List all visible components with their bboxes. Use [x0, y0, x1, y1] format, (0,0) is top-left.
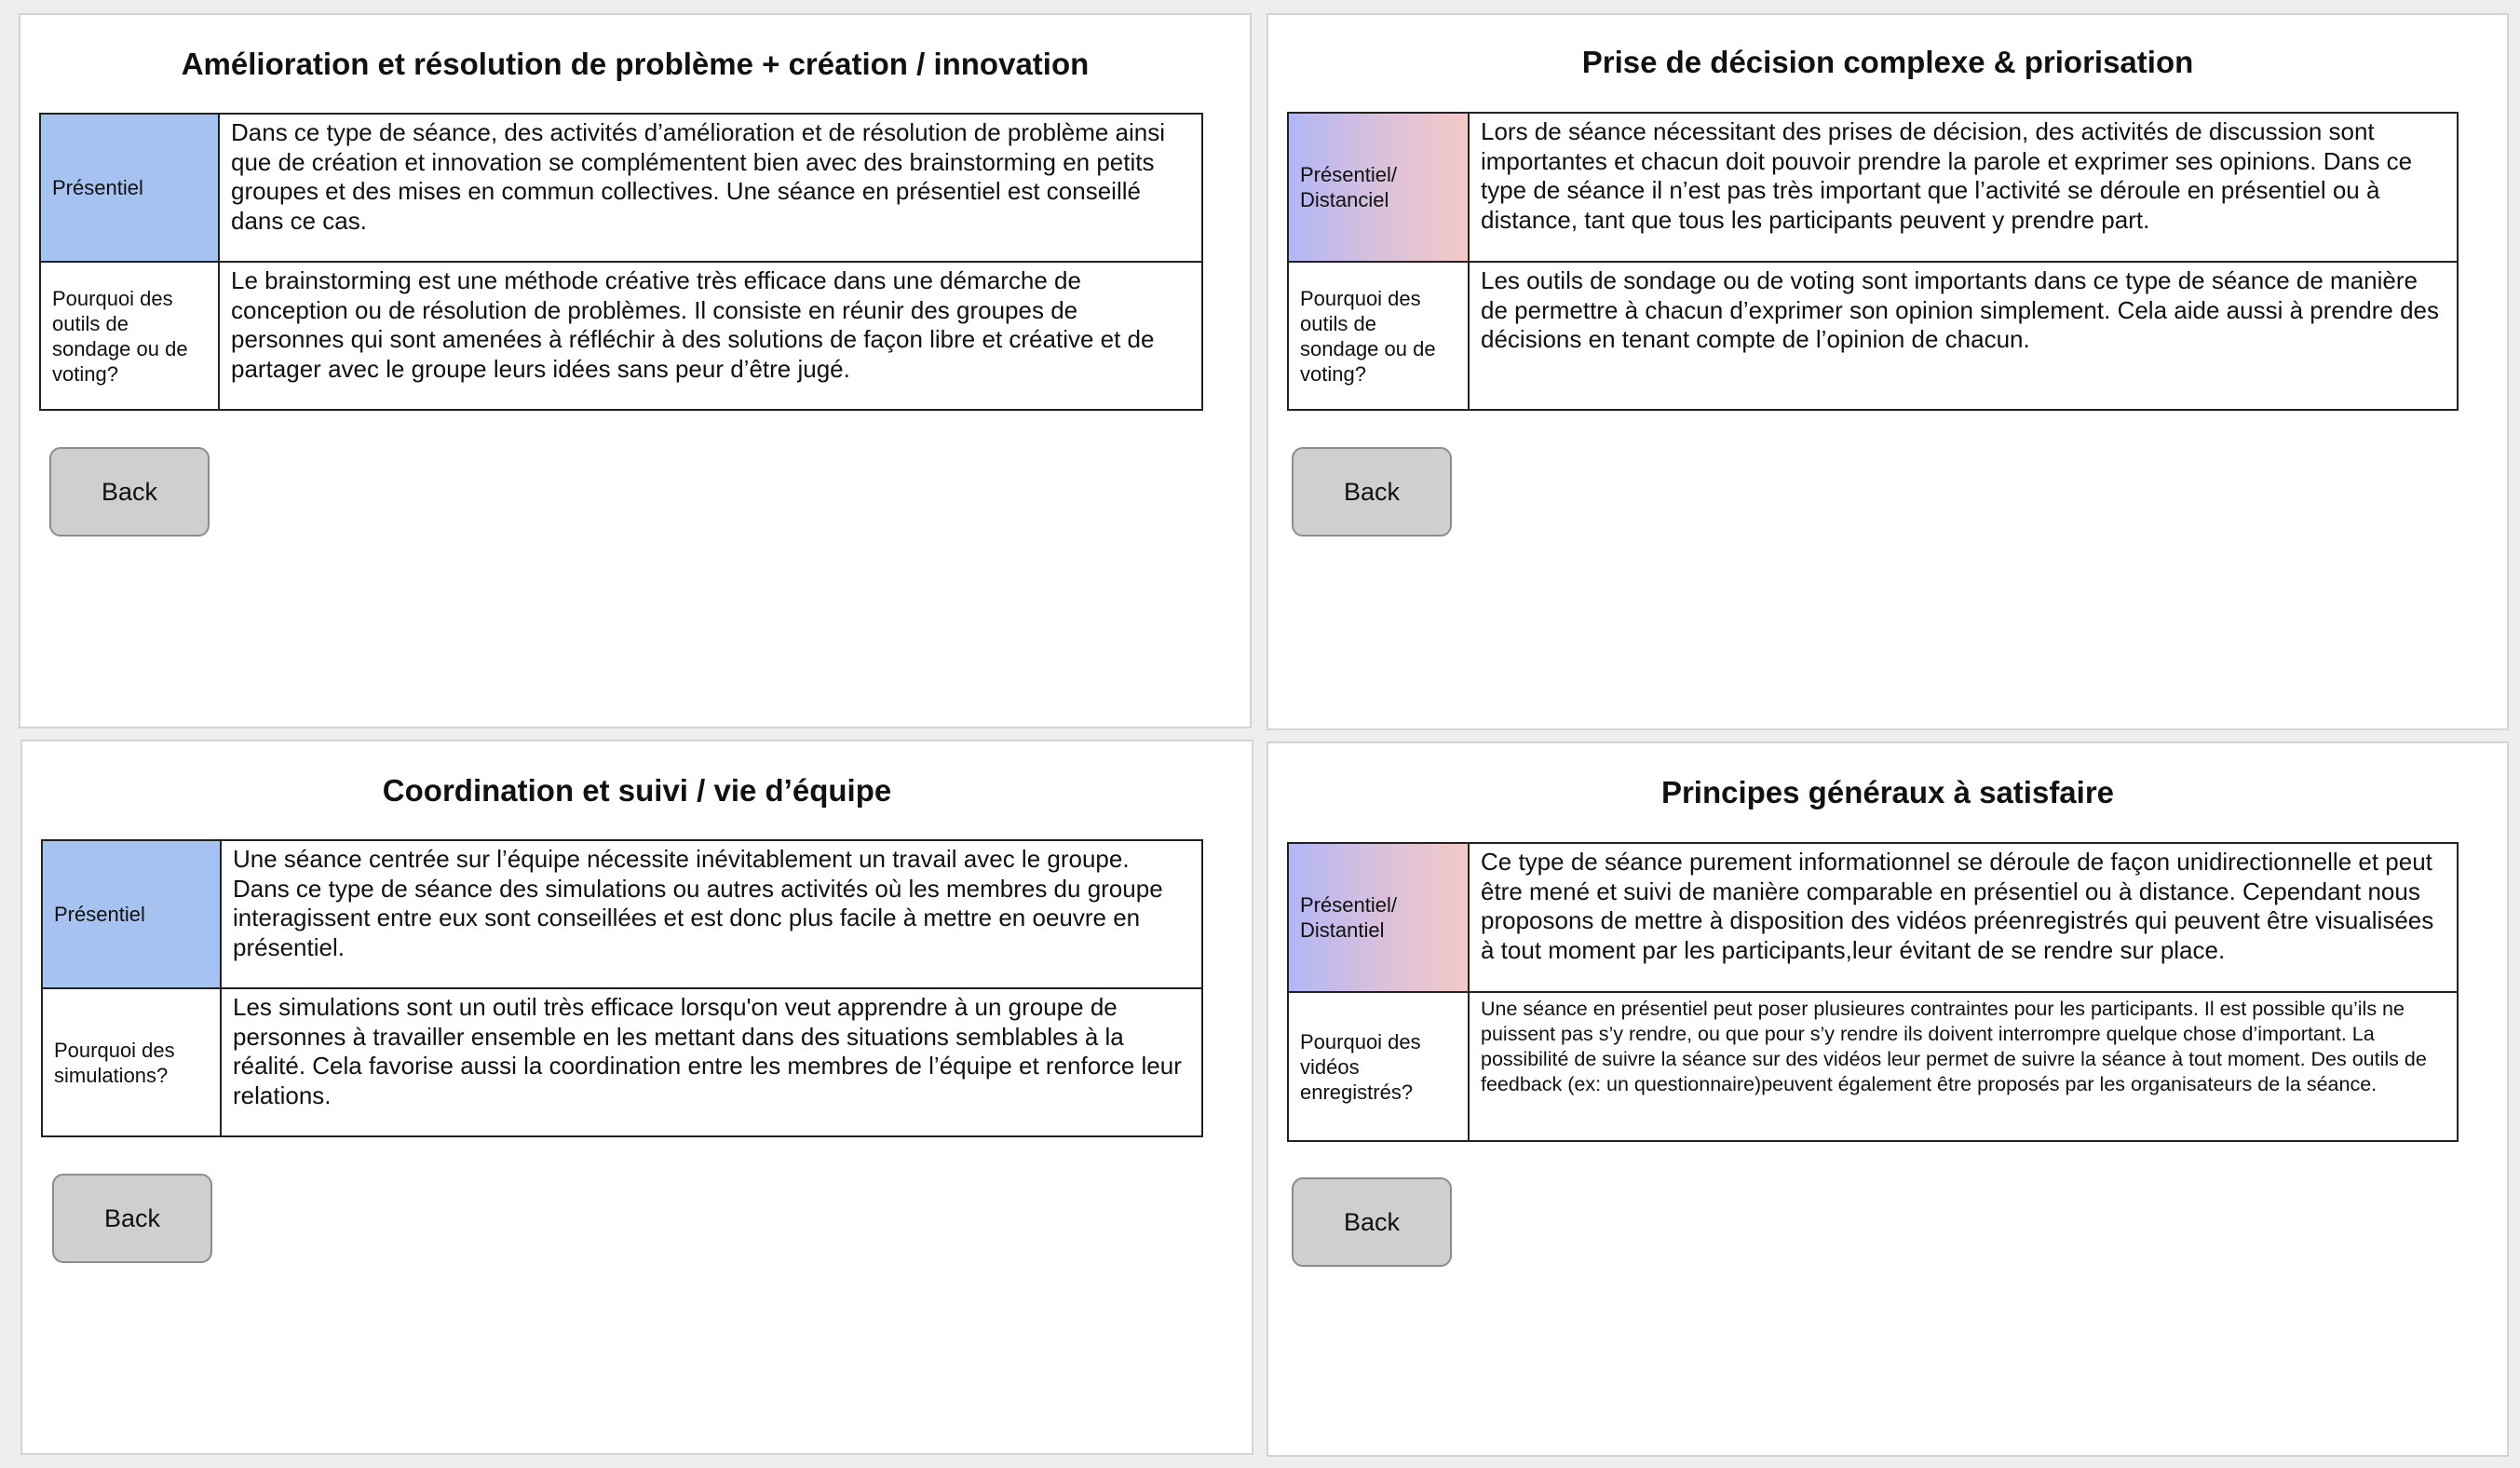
panel-title: Principes généraux à satisfaire	[1660, 775, 2115, 809]
table-row	[1288, 992, 2458, 1141]
info-table	[41, 839, 1203, 1137]
table-row	[40, 262, 1202, 410]
mode-text-cell: Lors de séance nécessitant des prises de décision, des activités de discussion sont importantes et chacun doit pouvoir prendre la parole et exprimer ses opinions. Dans ce type de séance il n’est pas très important que l’activité se déroule en présentiel ou à distance, tant que tous les participants peuvent y prendre part.	[1469, 113, 2458, 262]
info-table	[39, 113, 1203, 411]
table-row	[1288, 113, 2458, 262]
panel-amelioration	[19, 13, 1252, 728]
info-table	[1287, 112, 2459, 411]
back-button[interactable]: Back	[1292, 1177, 1452, 1267]
info-table	[1287, 842, 2459, 1142]
panel-principes-generaux	[1267, 741, 2509, 1457]
panel-coordination	[20, 740, 1253, 1455]
panel-title: Amélioration et résolution de problème + création / innovation	[181, 47, 1090, 81]
table-row	[42, 988, 1202, 1136]
table-row	[42, 840, 1202, 988]
table-row	[1288, 262, 2458, 410]
why-label-cell: Pourquoi des vidéos enregistrés?	[1288, 992, 1469, 1141]
panel-title: Prise de décision complexe & priorisation	[1581, 45, 2194, 79]
why-text-cell: Une séance en présentiel peut poser plusieures contraintes pour les participants. Il est possible qu’ils ne puissent pas s’y rendre, ou que pour s’y rendre ils doivent interrompre quelque chose d’important. La possibilité de suivre la séance sur des vidéos leur permet de suivre la séance à tout moment. Des outils de feedback (ex: un questionnaire)peuvent également être proposés par les organisateurs de la séance.	[1469, 992, 2458, 1141]
mode-text-cell: Dans ce type de séance, des activités d’amélioration et de résolution de problème ainsi que de création et innovation se complémentent bien avec des brainstorming en petits groupes et des mises en commun collectives. Une séance en présentiel est conseillé dans ce cas.	[219, 114, 1202, 262]
why-text-cell: Le brainstorming est une méthode créative très efficace dans une démarche de conception ou de résolution de problèmes. Il consiste en réunir des groupes de personnes qui sont amenées à réfléchir à des solutions de façon libre et créative et de partager avec le groupe leurs idées sans peur d’être jugé.	[219, 262, 1202, 410]
why-label-cell: Pourquoi des simulations?	[42, 988, 221, 1136]
mode-label-cell: Présentiel	[40, 114, 219, 262]
why-label-cell: Pourquoi des outils de sondage ou de voting?	[40, 262, 219, 410]
table-row	[40, 114, 1202, 262]
why-text-cell: Les simulations sont un outil très efficace lorsqu'on veut apprendre à un groupe de personnes à travailler ensemble en les mettant dans des situations semblables à la réalité. Cela favorise aussi la coordination entre les membres de l’équipe et renforce leur relations.	[221, 988, 1202, 1136]
panel-title: Coordination et suivi / vie d’équipe	[382, 773, 892, 808]
mode-label-cell: Présentiel/ Distanciel	[1288, 113, 1469, 262]
back-button[interactable]: Back	[52, 1174, 212, 1263]
back-button[interactable]: Back	[49, 447, 210, 537]
back-button[interactable]: Back	[1292, 447, 1452, 537]
why-text-cell: Les outils de sondage ou de voting sont importants dans ce type de séance de manière de permettre à chacun d’exprimer son opinion simplement. Cela aide aussi à prendre des décisions en tenant compte de l’opinion de chacun.	[1469, 262, 2458, 410]
mode-text-cell: Ce type de séance purement informationnel se déroule de façon unidirectionnelle et peut être mené et suivi de manière comparable en présentiel ou à distance. Cependant nous proposons de mettre à disposition des vidéos préenregistrés qui peuvent être visualisées à tout moment par les participants,leur évitant de se rendre sur place.	[1469, 843, 2458, 992]
panel-prise-de-decision	[1267, 13, 2509, 730]
mode-label-cell: Présentiel	[42, 840, 221, 988]
mode-text-cell: Une séance centrée sur l’équipe nécessite inévitablement un travail avec le groupe. Dans ce type de séance des simulations ou autres activités où les membres du groupe interagissent entre eux sont conseillées et est donc plus facile à mettre en oeuvre en présentiel.	[221, 840, 1202, 988]
why-label-cell: Pourquoi des outils de sondage ou de voting?	[1288, 262, 1469, 410]
mode-label-cell: Présentiel/ Distantiel	[1288, 843, 1469, 992]
table-row	[1288, 843, 2458, 992]
